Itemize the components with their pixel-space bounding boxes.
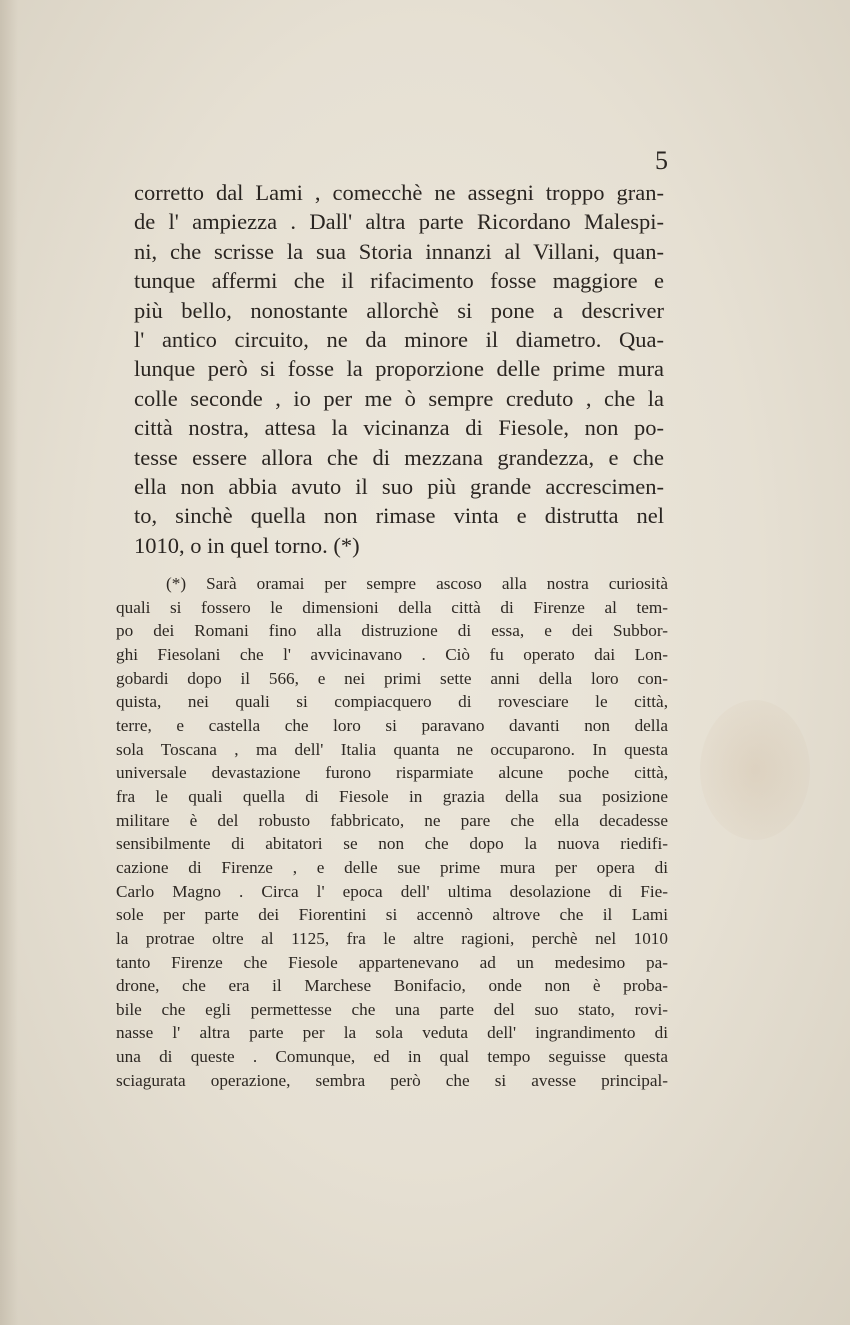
text-line: più bello, nonostante allorchè si pone a descriver — [134, 297, 664, 323]
footnote-line: bile che egli permettesse che una parte del suo stato, rovi- — [116, 999, 668, 1019]
text-line: corretto dal Lami , comecchè ne assegni troppo gran- — [134, 180, 664, 205]
footnote-line: Carlo Magno . Circa l' epoca dell' ultima desolazione di Fie- — [116, 881, 668, 901]
text-line: ni, che scrisse la sua Storia innanzi al Villani, quan- — [134, 238, 664, 264]
footnote-line: militare è del robusto fabbricato, ne pare che ella decadesse — [116, 810, 668, 830]
footnote-line: (*) Sarà oramai per sempre ascoso alla nostra curiosità — [166, 574, 668, 593]
page-left-edge — [0, 0, 18, 1325]
footnote-line: cazione di Firenze , e delle sue prime mura per opera di — [116, 857, 668, 877]
text-line: de l' ampiezza . Dall' altra parte Ricordano Malespi- — [134, 209, 664, 235]
text-line: ella non abbia avuto il suo più grande accrescimen- — [134, 474, 664, 500]
text-line: 1010, o in quel torno. (*) — [134, 532, 360, 558]
footnote — [116, 572, 668, 1092]
text-line: tunque affermi che il rifacimento fosse maggiore e — [134, 268, 664, 294]
footnote-line: nasse l' altra parte per la sola veduta dell' ingrandimento di — [116, 1023, 668, 1043]
text-line: città nostra, attesa la vicinanza di Fiesole, non po- — [134, 415, 664, 441]
text-line: colle seconde , io per me ò sempre creduto , che la — [134, 385, 664, 411]
footnote-line: sensibilmente di abitatori se non che dopo la nuova riedifi- — [116, 834, 668, 854]
footnote-line: la protrae oltre al 1125, fra le altre ragioni, perchè nel 1010 — [116, 928, 668, 948]
text-line: tesse essere allora che di mezzana grandezza, e che — [134, 444, 664, 470]
footnote-line: ghi Fiesolani che l' avvicinavano . Ciò fu operato dai Lon- — [116, 644, 668, 664]
footnote-line: sciagurata operazione, sembra però che si avesse principal- — [116, 1070, 668, 1090]
paper-stain — [700, 700, 810, 840]
footnote-line: drone, che era il Marchese Bonifacio, onde non è proba- — [116, 976, 668, 996]
footnote-line: terre, e castella che loro si paravano davanti non della — [116, 715, 668, 735]
text-line: lunque però si fosse la proporzione delle prime mura — [134, 356, 664, 382]
footnote-line: universale devastazione furono risparmiate alcune poche città, — [116, 763, 668, 783]
page-number: 5 — [655, 146, 668, 175]
footnote-line: quista, nei quali si compiacquero di rovesciare le città, — [116, 692, 668, 712]
text-line: l' antico circuito, ne da minore il diametro. Qua- — [134, 327, 664, 353]
footnote-line: tanto Firenze che Fiesole appartenevano ad un medesimo pa- — [116, 952, 668, 972]
footnote-line: sole per parte dei Fiorentini si accennò altrove che il Lami — [116, 905, 668, 925]
footnote-line: una di queste . Comunque, ed in qual tempo seguisse questa — [116, 1047, 668, 1067]
main-paragraph — [134, 178, 664, 560]
footnote-line: sola Toscana , ma dell' Italia quanta ne occuparono. In questa — [116, 739, 668, 759]
footnote-line: fra le quali quella di Fiesole in grazia della sua posizione — [116, 786, 668, 806]
footnote-line: po dei Romani fino alla distruzione di essa, e dei Subbor- — [116, 621, 668, 641]
text-line: to, sinchè quella non rimase vinta e distrutta nel — [134, 503, 664, 529]
footnote-line: quali si fossero le dimensioni della città di Firenze al tem- — [116, 597, 668, 617]
footnote-line: gobardi dopo il 566, e nei primi sette anni della loro con- — [116, 668, 668, 688]
